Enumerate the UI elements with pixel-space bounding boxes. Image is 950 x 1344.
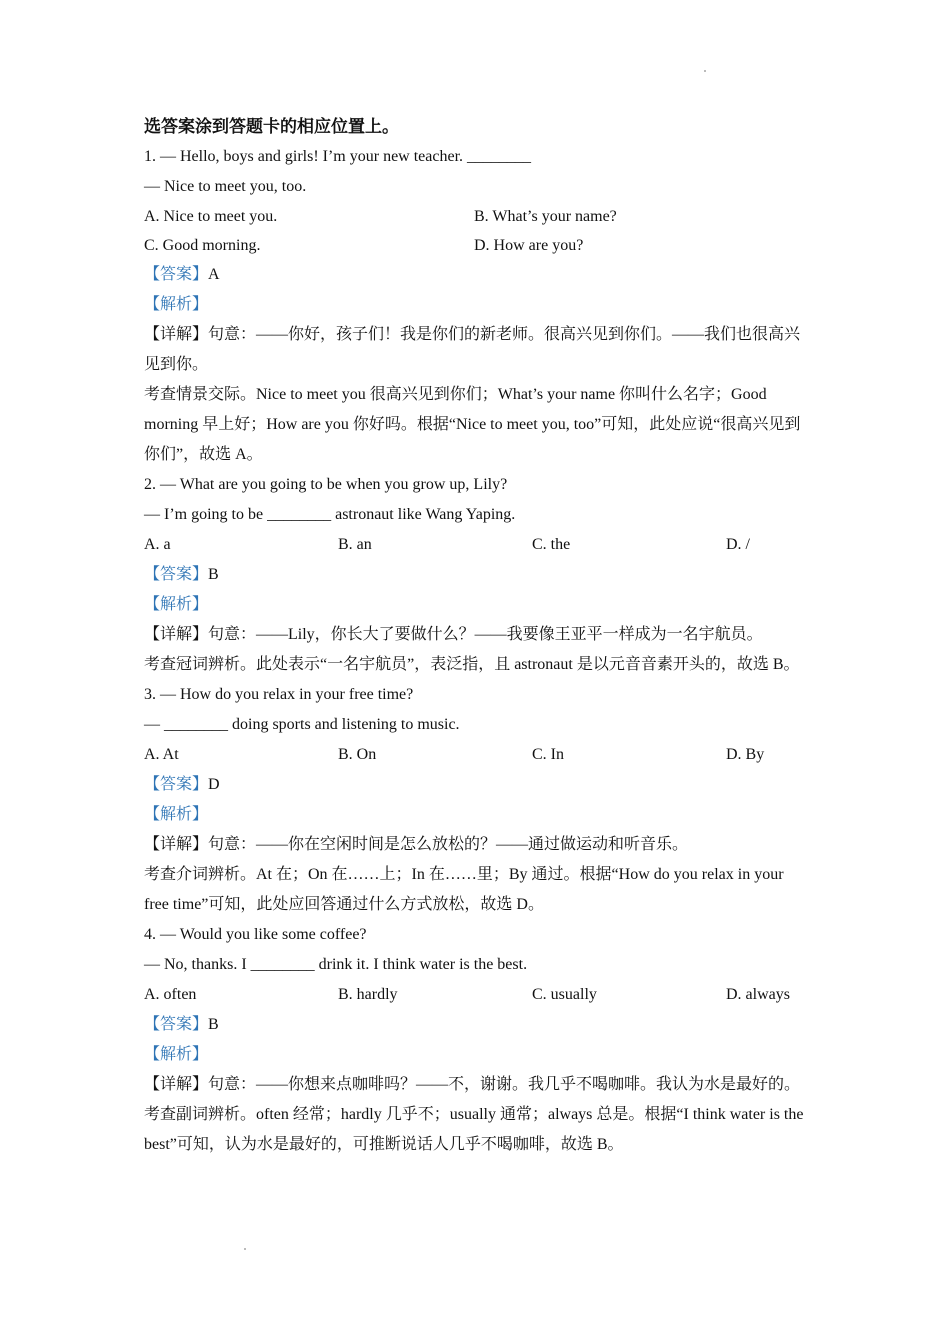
options-row <box>144 740 804 770</box>
detail-label: 【详解】 <box>144 836 209 853</box>
explanation-paragraph: 考查介词辨析。At 在；On 在……上；In 在……里；By 通过。根据“How do you relax in your free time”可知，此处应回答通过什么方式放松，故选 D。 <box>144 866 784 913</box>
answer-label: 【答案】 <box>144 566 209 583</box>
detail-paragraph <box>144 830 804 860</box>
option-b: B. On <box>338 746 377 763</box>
analysis-label: 【解析】 <box>144 296 209 313</box>
question-4 <box>144 920 804 1160</box>
detail-label: 【详解】 <box>144 1076 209 1093</box>
options-row <box>144 202 804 231</box>
detail-paragraph <box>144 320 804 380</box>
corner-mark-top <box>704 70 706 72</box>
detail-paragraph <box>144 620 804 650</box>
answer-label: 【答案】 <box>144 1016 209 1033</box>
document-page <box>144 112 804 1160</box>
answer-label: 【答案】 <box>144 776 209 793</box>
question-2 <box>144 470 804 680</box>
options-row <box>144 231 804 260</box>
answer-line <box>144 260 804 290</box>
option-a: A. At <box>144 746 179 763</box>
option-c: C. the <box>532 536 571 553</box>
answer-value: A <box>208 266 220 283</box>
option-a: A. a <box>144 536 171 553</box>
option-a: A. Nice to meet you. <box>144 208 278 225</box>
option-c: C. usually <box>532 986 597 1003</box>
option-d: D. always <box>726 986 790 1003</box>
option-b: B. What’s your name? <box>474 208 617 225</box>
question-stem: — I’m going to be ________ astronaut like Wang Yaping. <box>144 506 516 523</box>
question-stem: — ________ doing sports and listening to music. <box>144 716 460 733</box>
option-d: D. How are you? <box>474 237 584 254</box>
detail-text: 句意：——你好，孩子们！我是你们的新老师。很高兴见到你们。——我们也很高兴见到你。 <box>144 326 801 373</box>
answer-line <box>144 770 804 800</box>
answer-value: D <box>208 776 220 793</box>
detail-paragraph <box>144 1070 804 1100</box>
option-b: B. hardly <box>338 986 398 1003</box>
answer-line <box>144 1010 804 1040</box>
option-c: C. Good morning. <box>144 237 261 254</box>
detail-label: 【详解】 <box>144 626 209 643</box>
question-3 <box>144 680 804 920</box>
explanation-paragraph: 考查副词辨析。often 经常；hardly 几乎不；usually 通常；always 总是。根据“I think water is the best”可知，认为水是最好的，可推断说话人几乎不喝咖啡，故选 B。 <box>144 1106 804 1153</box>
option-c: C. In <box>532 746 564 763</box>
question-stem: 4. — Would you like some coffee? <box>144 926 367 943</box>
answer-value: B <box>208 566 219 583</box>
option-d: D. By <box>726 746 765 763</box>
analysis-label: 【解析】 <box>144 806 209 823</box>
question-stem: 3. — How do you relax in your free time? <box>144 686 414 703</box>
detail-label: 【详解】 <box>144 326 209 343</box>
options-row <box>144 980 804 1010</box>
options-row <box>144 530 804 560</box>
detail-text: 句意：——你在空闲时间是怎么放松的？——通过做运动和听音乐。 <box>208 836 689 853</box>
corner-mark-bottom <box>244 1248 246 1250</box>
question-stem: — No, thanks. I ________ drink it. I think water is the best. <box>144 956 528 973</box>
question-1 <box>144 142 804 470</box>
answer-value: B <box>208 1016 219 1033</box>
option-b: B. an <box>338 536 372 553</box>
analysis-label: 【解析】 <box>144 596 209 613</box>
section-heading: 选答案涂到答题卡的相应位置上。 <box>144 117 399 137</box>
explanation-paragraph: 考查冠词辨析。此处表示“一名宇航员”，表泛指，且 astronaut 是以元音音素开头的，故选 B。 <box>144 656 800 673</box>
analysis-label: 【解析】 <box>144 1046 209 1063</box>
detail-text: 句意：——你想来点咖啡吗？——不，谢谢。我几乎不喝咖啡。我认为水是最好的。 <box>208 1076 801 1093</box>
question-stem: — Nice to meet you, too. <box>144 178 307 195</box>
answer-label: 【答案】 <box>144 266 209 283</box>
explanation-paragraph: 考查情景交际。Nice to meet you 很高兴见到你们；What’s your name 你叫什么名字；Good morning 早上好；How are you 你好吗。根据“Nice to meet you, too”可知，此处应说“很高兴见到你们”，故选 A。 <box>144 386 801 463</box>
option-a: A. often <box>144 986 197 1003</box>
answer-line <box>144 560 804 590</box>
detail-text: 句意：——Lily，你长大了要做什么？——我要像王亚平一样成为一名宇航员。 <box>208 626 763 643</box>
question-stem: 2. — What are you going to be when you grow up, Lily? <box>144 476 508 493</box>
question-stem: 1. — Hello, boys and girls! I’m your new teacher. ________ <box>144 148 532 165</box>
option-d: D. / <box>726 536 750 553</box>
